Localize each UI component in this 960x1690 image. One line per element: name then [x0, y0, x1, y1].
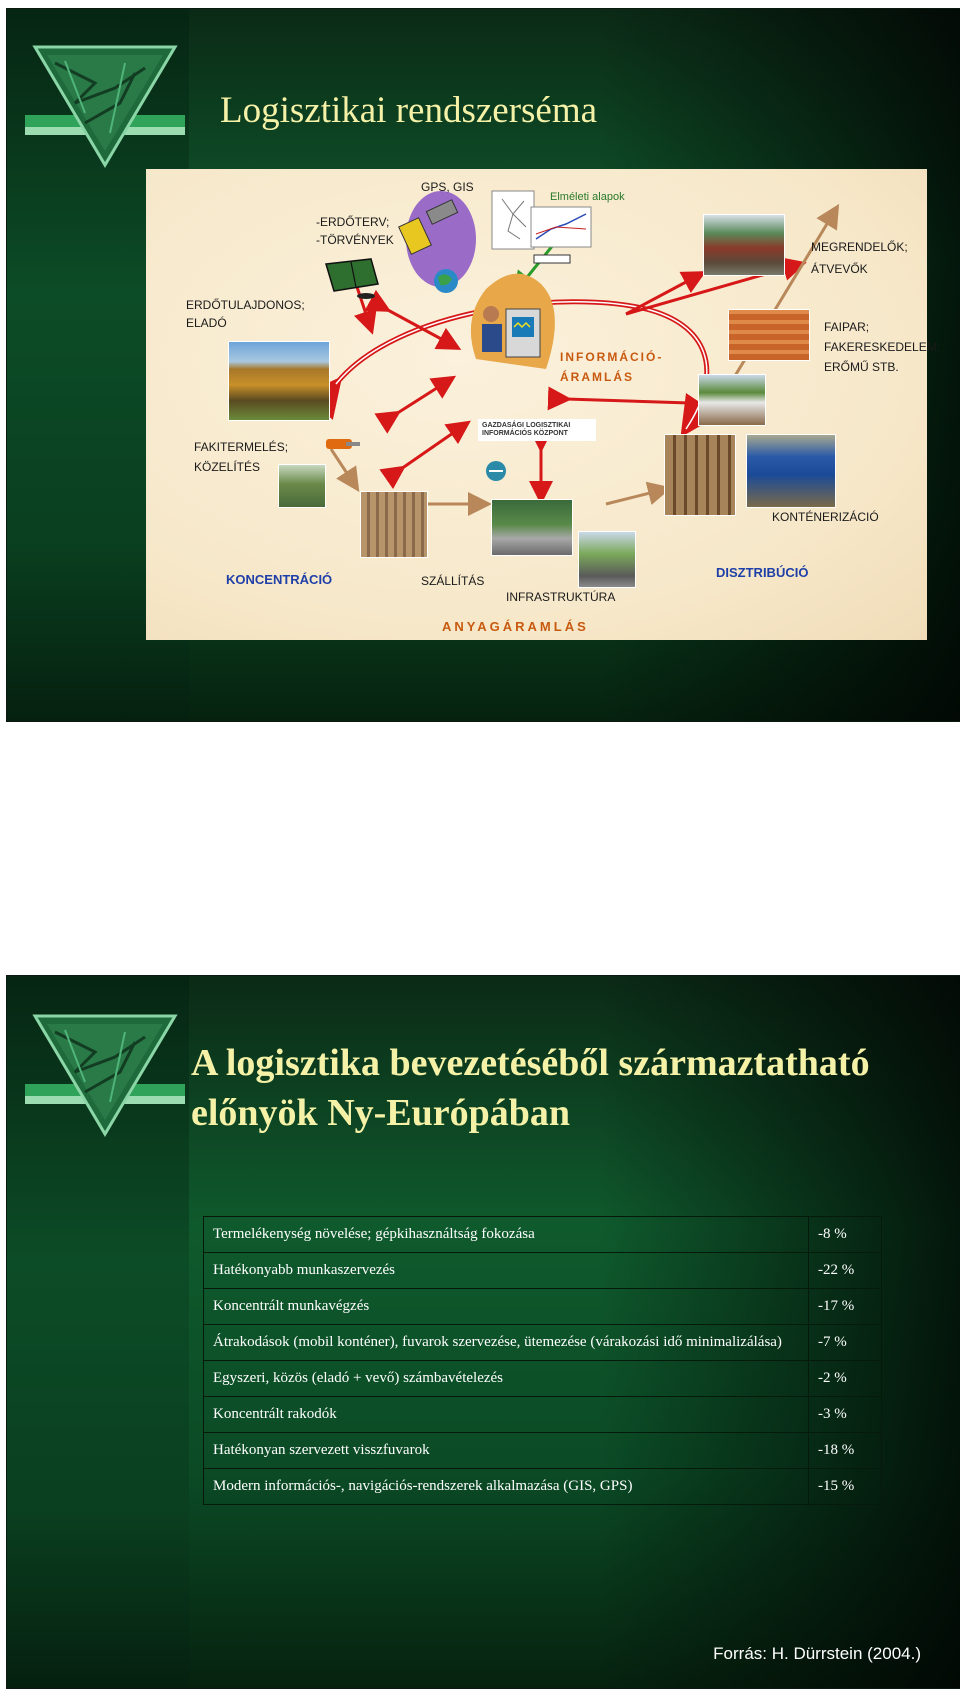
- label-aramlas: ÁRAMLÁS: [560, 370, 634, 384]
- information-center-figure: [471, 274, 555, 369]
- label-atvevok: ÁTVEVŐK: [811, 262, 868, 276]
- label-koncentracio: KONCENTRÁCIÓ: [226, 572, 333, 587]
- label-kozpont-2: INFORMÁCIÓS KÖZPONT: [482, 430, 568, 437]
- logistics-diagram: [146, 169, 941, 640]
- table-row: [204, 1217, 882, 1253]
- label-disztribucio: DISZTRIBÚCIÓ: [716, 565, 809, 580]
- benefit-label: Koncentrált munkavégzés: [204, 1289, 809, 1325]
- slide-title-line-2: előnyök Ny-Európában: [191, 1092, 571, 1134]
- label-fakereskedelem: FAKERESKEDELEM;: [824, 340, 941, 354]
- slide-title: Logisztikai rendszerséma: [220, 90, 598, 131]
- label-kozelites: KÖZELÍTÉS: [194, 460, 261, 474]
- benefit-label: Termelékenység növelése; gépkihasználtság fokozása: [204, 1217, 809, 1253]
- label-eromu: ERŐMŰ STB.: [824, 360, 899, 374]
- slide-title: [191, 1038, 951, 1138]
- label-fakitermeles: FAKITERMELÉS;: [194, 440, 289, 454]
- label-torvenyek: -TÖRVÉNYEK: [316, 233, 394, 247]
- label-erdotulajdonos: ERDŐTULAJDONOS;: [186, 298, 305, 312]
- label-kozpont-1: GAZDASÁGI LOGISZTIKAI: [482, 422, 571, 429]
- label-infrastruktura: INFRASTRUKTÚRA: [506, 590, 616, 604]
- book-icon: [326, 259, 378, 291]
- label-konteneriz: KONTÉNERIZÁCIÓ: [772, 510, 879, 524]
- photo-train: [703, 214, 785, 276]
- table-row: [204, 1469, 882, 1505]
- photo-container: [746, 434, 836, 508]
- info-center-caption: [478, 419, 596, 441]
- table-row: [204, 1361, 882, 1397]
- benefit-value: -8 %: [809, 1217, 882, 1253]
- photo-harvester: [278, 464, 326, 508]
- benefit-label: Hatékonyabb munkaszervezés: [204, 1253, 809, 1289]
- source-citation: Forrás: H. Dürrstein (2004.): [713, 1644, 921, 1663]
- label-megrendelok: MEGRENDELŐK;: [811, 240, 908, 254]
- slide-title-line-1: A logisztika bevezetéséből származtatható: [191, 1042, 870, 1084]
- label-anyagaramlas: ANYAGÁRAMLÁS: [442, 619, 589, 634]
- photo-log-stack: [360, 491, 428, 558]
- photo-forest: [228, 341, 330, 421]
- benefit-label: Hatékonyan szervezett visszfuvarok: [204, 1433, 809, 1469]
- benefit-value: -3 %: [809, 1397, 882, 1433]
- benefit-value: -17 %: [809, 1289, 882, 1325]
- label-elmeleti-alapok: Elméleti alapok: [550, 191, 625, 203]
- marble-triangle-logo: [25, 1012, 185, 1142]
- marble-triangle-logo: [25, 43, 185, 173]
- photo-truck: [491, 499, 573, 556]
- label-gps-gis: GPS, GIS: [421, 180, 474, 194]
- table-row: [204, 1325, 882, 1361]
- photo-building: [698, 374, 766, 426]
- photo-lumber-yard: [728, 309, 810, 361]
- label-informacio: INFORMÁCIÓ-: [560, 350, 664, 364]
- label-erdoterv: -ERDŐTERV;: [316, 215, 390, 229]
- benefit-label: Egyszeri, közös (eladó + vevő) számbavételezés: [204, 1361, 809, 1397]
- photo-log-pile: [664, 434, 736, 516]
- benefit-label: Átrakodások (mobil konténer), fuvarok szervezése, ütemezése (várakozási idő minimalizálása): [204, 1325, 809, 1361]
- benefit-value: -15 %: [809, 1469, 882, 1505]
- table-row: [204, 1289, 882, 1325]
- slide-logistics-schema: [6, 8, 960, 722]
- benefit-value: -7 %: [809, 1325, 882, 1361]
- table-row: [204, 1253, 882, 1289]
- benefit-value: -22 %: [809, 1253, 882, 1289]
- slide-logistics-benefits: [6, 975, 960, 1689]
- label-faipar: FAIPAR;: [824, 320, 870, 334]
- table-row: [204, 1433, 882, 1469]
- photo-road: [578, 531, 636, 588]
- benefit-label: Modern információs-, navigációs-rendszerek alkalmazása (GIS, GPS): [204, 1469, 809, 1505]
- label-elado: ELADÓ: [186, 316, 227, 330]
- benefit-value: -18 %: [809, 1433, 882, 1469]
- chainsaw-icon: [326, 439, 360, 449]
- label-szallitas: SZÁLLÍTÁS: [421, 574, 485, 588]
- table-row: [204, 1397, 882, 1433]
- satellite-icon: [399, 191, 476, 293]
- benefit-label: Koncentrált rakodók: [204, 1397, 809, 1433]
- benefit-value: -2 %: [809, 1361, 882, 1397]
- benefits-table: [203, 1216, 882, 1505]
